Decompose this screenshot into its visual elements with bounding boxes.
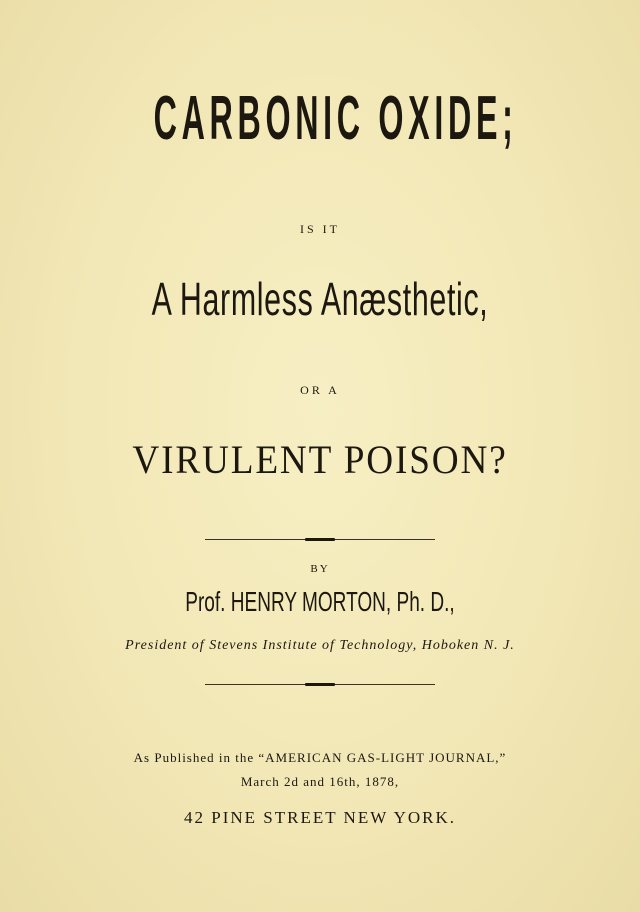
author-name: Prof. HENRY MORTON, Ph. D., bbox=[185, 586, 455, 617]
subtitle-harmless-anaesthetic: A Harmless Anæsthetic, bbox=[151, 273, 489, 325]
main-title-text: CARBONIC OXIDE bbox=[153, 84, 503, 153]
main-title bbox=[153, 84, 513, 153]
subtitle-virulent-poison: VIRULENT POISON? bbox=[132, 437, 508, 482]
connector-is-it: IS IT bbox=[300, 222, 340, 236]
publication-dates: March 2d and 16th, 1878, bbox=[240, 774, 400, 789]
publication-source: As Published in the “AMERICAN GAS-LIGHT JOURNAL,” bbox=[133, 750, 507, 765]
byline: BY bbox=[310, 563, 330, 575]
connector-or-a: OR A bbox=[300, 383, 340, 397]
rule-center-ornament bbox=[305, 538, 335, 541]
rule-center-ornament bbox=[305, 683, 335, 686]
publisher-address: 42 PINE STREET NEW YORK. bbox=[184, 808, 456, 827]
ornamental-rule-top bbox=[205, 537, 435, 543]
ornamental-rule-bottom bbox=[205, 682, 435, 688]
author-affiliation: President of Stevens Institute of Technology, Hoboken N. J. bbox=[125, 638, 515, 653]
main-title-punct: ; bbox=[502, 84, 513, 153]
